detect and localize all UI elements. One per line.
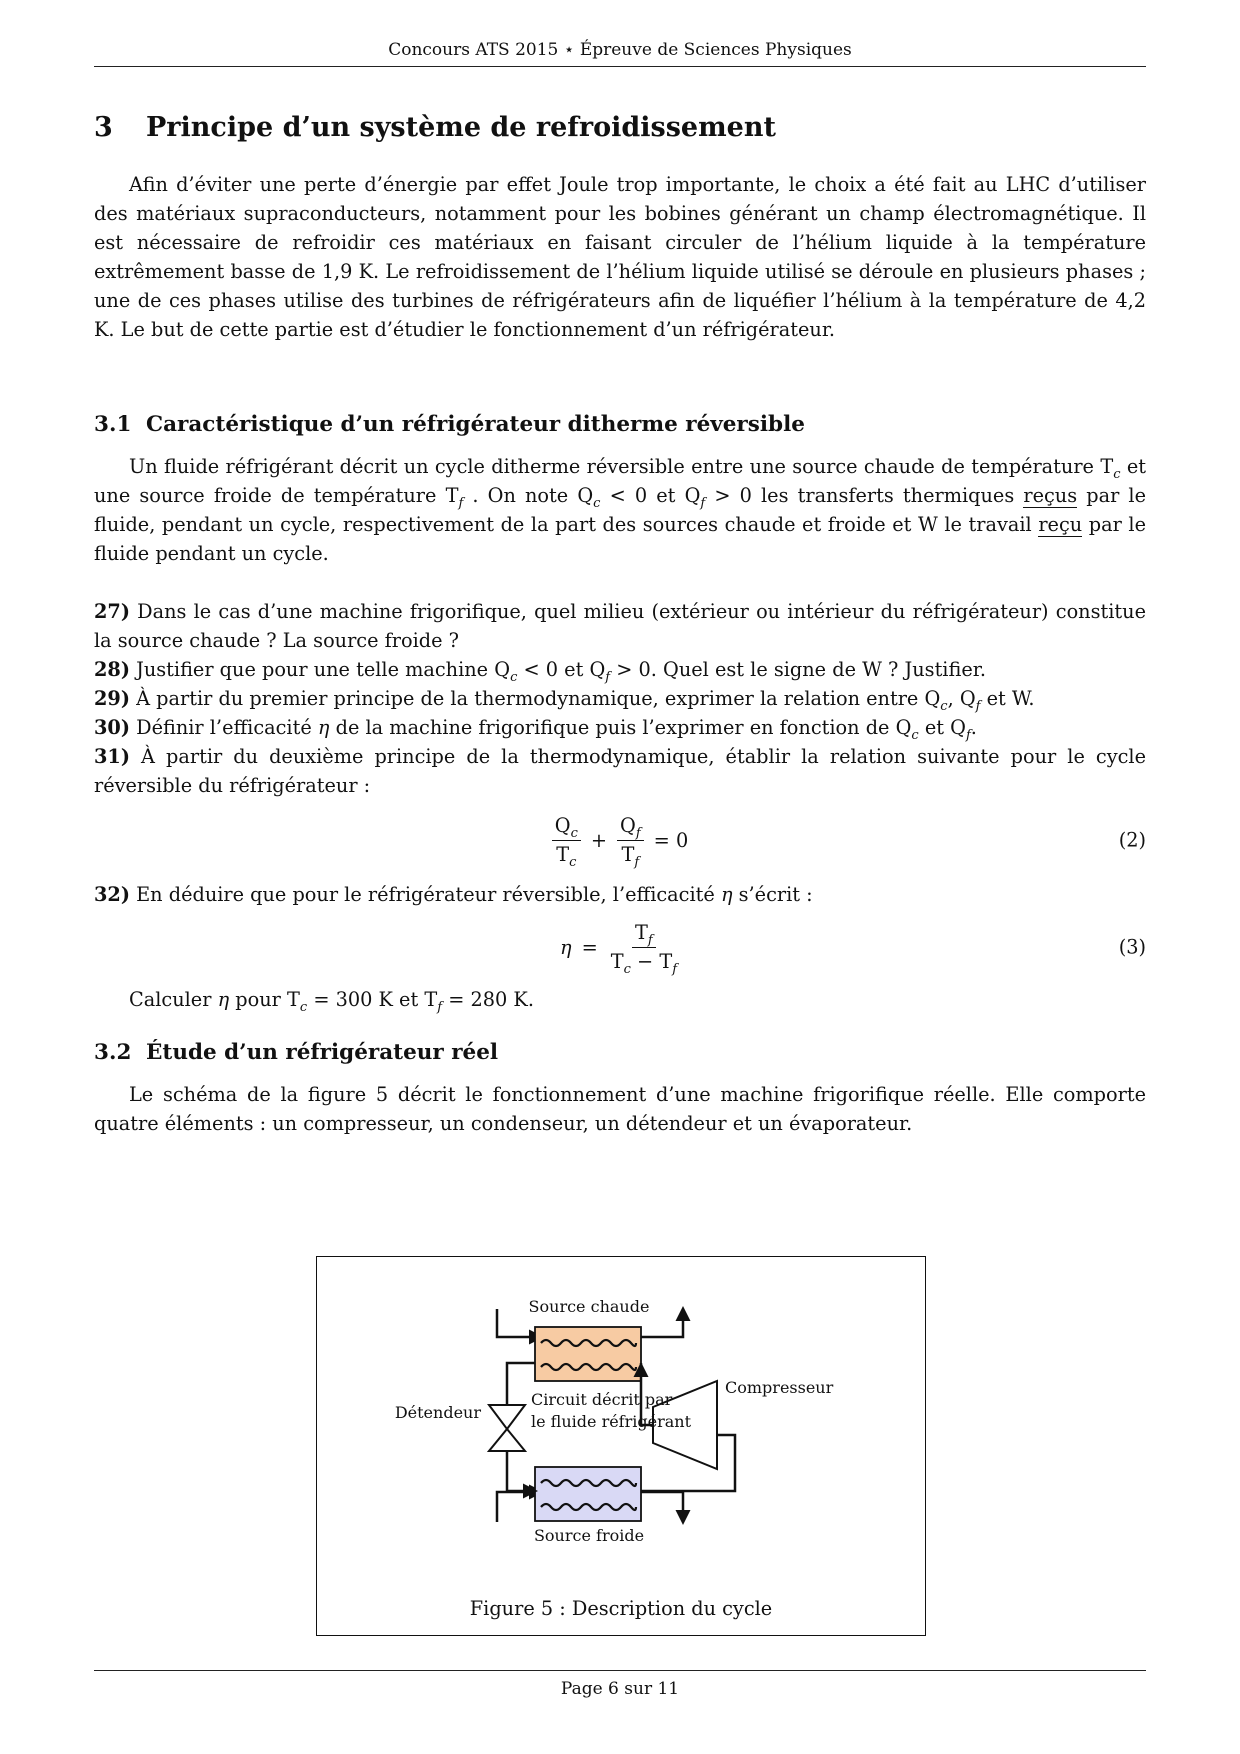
section-3-1-heading: [94, 408, 1146, 442]
label-compressor: Compresseur: [725, 1378, 834, 1397]
fraction-qc-tc: $\frac{Q_c}{T_c}$: [552, 814, 581, 867]
page-header: [94, 40, 1146, 67]
underlined-recus: reçus: [1023, 484, 1078, 507]
question-28: 28) Justifier que pour une telle machine $Q_c < 0$ et $Q_f > 0$. Quel est le signe de W ? Justifier.: [94, 658, 986, 685]
question-30: 30) Définir l’efficacité η de la machine frigorifique puis l’exprimer en fonction de $Q_c$ et $Q_f$.: [94, 716, 977, 743]
label-hot-source: Source chaude: [528, 1297, 650, 1316]
fraction-qf-tf: $\frac{Q_f}{T_f}$: [617, 814, 644, 867]
refrigeration-cycle-diagram: [317, 1257, 924, 1634]
equation-3: η = $\frac{T_f}{T_c - T_f}$ (3): [560, 920, 1146, 977]
section-3-1-paragraph: Un fluide réfrigérant décrit un cycle ditherme réversible entre une source chaude de température $T_c$ et une source froide de température $T_f$ . On note $Q_c < 0$ et $Q_f > 0$ les transferts thermiques reçus par le fluide, pendant un cycle, respectivement de la part des sources chaude et froide et W le travail reçu par le fluide pendant un cycle.: [94, 455, 1147, 565]
section-3-intro: Afin d’éviter une perte d’énergie par effet Joule trop importante, le choix a été fait au LHC d’utiliser des matériaux supraconducteurs, notamment pour les bobines générant un champ électromagnétique. Il est nécessaire de refroidir ces matériaux en faisant circuler de l’hélium liquide à la température extrêmement basse de 1,9 K. Le refroidissement de l’hélium liquide utilisé se déroule en plusieurs phases ; une de ces phases utilise des turbines de réfrigérateurs afin de liquéfier l’hélium à la température de 4,2 K. Le but de cette partie est d’étudier le fonctionnement d’un réfrigérateur.: [94, 173, 1146, 341]
equation-2-number: (2): [1118, 828, 1146, 852]
equation-2: $\frac{Q_c}{T_c}$ + $\frac{Q_f}{T_f}$ = 0 (2): [94, 800, 1146, 880]
label-expander: Détendeur: [394, 1403, 481, 1422]
question-32: 32) En déduire que pour le réfrigérateur réversible, l’efficacité η s’écrit :: [94, 883, 813, 906]
calculate-eta: Calculer η pour $T_c = 300$ K et $T_f = 280$ K.: [129, 988, 534, 1015]
expansion-valve-icon: [489, 1405, 525, 1451]
fraction-efficiency: $\frac{T_f}{T_c - T_f}$: [610, 920, 677, 977]
section-3-1-title: Caractéristique d’un réfrigérateur ditherme réversible: [146, 412, 805, 437]
section-3-1-number: 3.1: [94, 412, 132, 437]
section-3-2-paragraph: Le schéma de la figure 5 décrit le fonctionnement d’une machine frigorifique réelle. Elle comporte quatre éléments : un compresseur, un condenseur, un détendeur et un évaporateur.: [94, 1083, 1146, 1135]
question-29: 29) À partir du premier principe de la thermodynamique, exprimer la relation entre $Q_c$, $Q_f$ et W.: [94, 687, 1035, 714]
figure-5: [316, 1256, 926, 1636]
section-3-heading: [94, 108, 1146, 148]
section-3-2-title: Étude d’un réfrigérateur réel: [146, 1040, 499, 1065]
section-3-2-number: 3.2: [94, 1040, 132, 1065]
page-footer: [94, 1670, 1146, 1699]
section-3-title: Principe d’un système de refroidissement: [146, 112, 776, 143]
label-circuit-line-2: le fluide réfrigérant: [531, 1412, 691, 1431]
question-27: 27) Dans le cas d’une machine frigorifique, quel milieu (extérieur ou intérieur du réfrigérateur) constitue la source chaude ? La source froide ?: [94, 600, 1146, 652]
question-31: 31) À partir du deuxième principe de la thermodynamique, établir la relation suivante pour le cycle réversible du réfrigérateur :: [94, 745, 1146, 797]
section-3-2-heading: [94, 1036, 1146, 1070]
label-circuit-line-1: Circuit décrit par: [531, 1390, 673, 1409]
equation-3-number: (3): [1118, 935, 1146, 959]
figure-5-caption: Figure 5 : Description du cycle: [469, 1597, 773, 1620]
section-3-number: 3: [94, 112, 113, 143]
page-number: Page 6 sur 11: [560, 1679, 680, 1699]
label-cold-source: Source froide: [533, 1526, 645, 1545]
header-title: Concours ATS 2015 ⋆ Épreuve de Sciences Physiques: [388, 40, 852, 60]
underlined-recu: reçu: [1038, 513, 1083, 536]
condenser: [535, 1327, 641, 1381]
page-content: [94, 108, 1146, 1138]
evaporator: [535, 1467, 641, 1521]
